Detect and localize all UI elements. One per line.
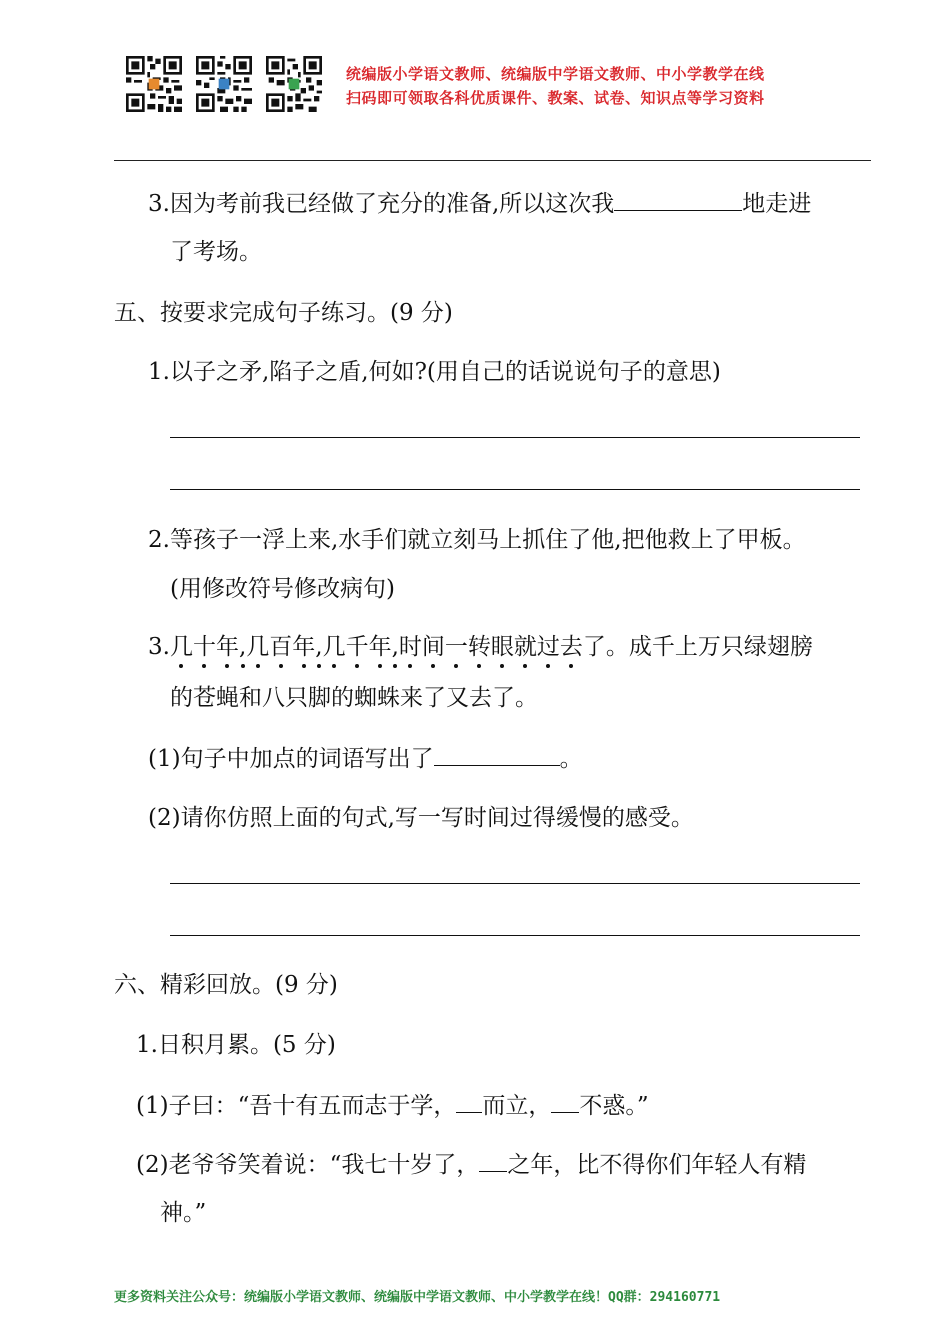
question-5-3-sub-2: (2)请你仿照上面的句式,写一写时间过得缓慢的感受。	[148, 805, 694, 831]
dotted-char: 时	[398, 634, 422, 660]
dotted-char: 年	[292, 634, 316, 660]
question-number: 3.	[148, 634, 170, 660]
qr-code-icon	[196, 56, 252, 112]
dotted-char: 转	[467, 634, 491, 660]
answer-line[interactable]	[170, 935, 860, 936]
dotted-char: 年	[215, 634, 239, 660]
dotted-char: 几	[322, 634, 346, 660]
answer-line[interactable]	[170, 437, 860, 438]
dotted-char: 就	[513, 634, 537, 660]
question-text: 地走进	[742, 191, 812, 217]
answer-blank[interactable]	[479, 1149, 507, 1172]
answer-blank[interactable]	[456, 1090, 482, 1113]
question-text: 3.因为考前我已经做了充分的准备,所以这次我	[148, 191, 615, 217]
question-text: 。	[559, 746, 583, 772]
footer-note: 更多资料关注公众号：统编版小学语文教师、统编版中学语文教师、中小学教学在线！QQ群：294160771	[114, 1290, 721, 1305]
dotted-phrase	[170, 634, 583, 660]
question-6-1-sub-2	[136, 1149, 806, 1180]
question-5-3-sub-1	[148, 743, 583, 774]
dotted-char: 去	[559, 634, 583, 660]
question-6-1: 1.日积月累。(5 分)	[136, 1032, 336, 1058]
answer-blank[interactable]	[614, 188, 742, 211]
header-divider	[114, 160, 871, 161]
question-text: (1)句子中加点的词语写出了	[148, 746, 434, 772]
question-6-1-sub-1	[136, 1090, 649, 1121]
question-6-1-sub-2-cont: 神。”	[160, 1200, 207, 1226]
dotted-char: ,	[315, 634, 323, 660]
section-6-heading: 六、精彩回放。(9 分)	[114, 972, 338, 998]
answer-line[interactable]	[170, 489, 860, 490]
question-5-2-note: (用修改符号修改病句)	[170, 576, 395, 602]
answer-blank[interactable]	[434, 743, 560, 766]
answer-blank[interactable]	[551, 1090, 579, 1113]
question-5-1: 1.以子之矛,陷子之盾,何如?(用自己的话说说句子的意思)	[148, 359, 721, 385]
dotted-char: 眼	[490, 634, 514, 660]
promo-banner-line-1: 统编版小学语文教师、统编版中学语文教师、中小学教学在线	[346, 65, 765, 83]
question-4-3-cont: 了考场。	[170, 239, 262, 265]
dotted-char: ,	[391, 634, 399, 660]
promo-banner-line-2: 扫码即可领取各科优质课件、教案、试卷、知识点等学习资料	[346, 89, 765, 107]
qr-code-icon	[126, 56, 182, 112]
dotted-char: 十	[192, 634, 216, 660]
dotted-char: 千	[345, 634, 369, 660]
dotted-char: 百	[269, 634, 293, 660]
dotted-char: 几	[246, 634, 270, 660]
question-text: 不惑。”	[579, 1093, 649, 1119]
dotted-char: 年	[368, 634, 392, 660]
answer-line[interactable]	[170, 883, 860, 884]
question-text: (1)子曰：“吾十有五而志于学，	[136, 1093, 457, 1119]
dotted-char: 间	[421, 634, 445, 660]
dotted-char: 几	[169, 634, 193, 660]
question-text: (2)老爷爷笑着说：“我七十岁了，	[136, 1152, 480, 1178]
question-5-3-cont: 的苍蝇和八只脚的蜘蛛来了又去了。	[170, 685, 538, 711]
question-5-3	[148, 632, 813, 662]
dotted-char: ,	[238, 634, 247, 660]
section-5-heading: 五、按要求完成句子练习。(9 分)	[114, 300, 453, 326]
question-text: 了。成千上万只绿翅膀	[582, 634, 813, 660]
question-text: 而立，	[482, 1093, 552, 1119]
dotted-char: 过	[536, 634, 560, 660]
dotted-char: 一	[444, 634, 468, 660]
qr-code-icon	[266, 56, 322, 112]
question-4-3	[148, 188, 811, 219]
question-text: 之年，比不得你们年轻人有精	[507, 1152, 807, 1178]
question-5-2: 2.等孩子一浮上来,水手们就立刻马上抓住了他,把他救上了甲板。	[148, 527, 806, 553]
